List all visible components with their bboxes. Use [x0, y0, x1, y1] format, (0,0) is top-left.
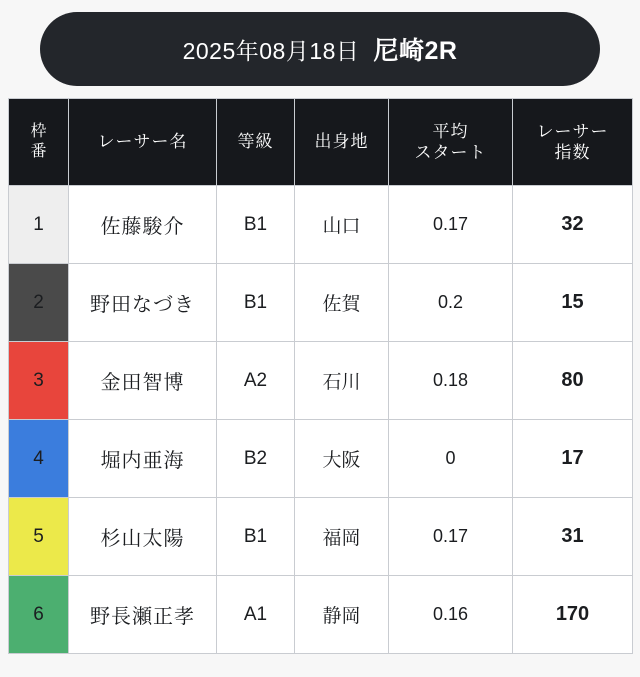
column-header-frame-line2: 番	[30, 143, 47, 160]
frame-number: 3	[9, 342, 69, 420]
racer-grade: A1	[217, 576, 295, 654]
racer-origin: 佐賀	[295, 264, 389, 342]
column-header-origin: 出身地	[295, 99, 389, 186]
racer-name: 金田智博	[69, 342, 217, 420]
table-row	[9, 576, 633, 654]
racer-name: 堀内亜海	[69, 420, 217, 498]
table-row	[9, 342, 633, 420]
column-header-grade: 等級	[217, 99, 295, 186]
column-header-average-start-line1: 平均	[432, 121, 469, 141]
average-start: 0.17	[389, 498, 513, 576]
table-row	[9, 420, 633, 498]
average-start: 0.18	[389, 342, 513, 420]
racer-name: 杉山太陽	[69, 498, 217, 576]
table-row	[9, 264, 633, 342]
frame-number: 4	[9, 420, 69, 498]
average-start: 0.17	[389, 186, 513, 264]
racer-name: 佐藤駿介	[69, 186, 217, 264]
race-date: 2025年08月18日	[182, 37, 360, 64]
column-header-racer-index	[513, 99, 633, 186]
racer-name: 野田なづき	[69, 264, 217, 342]
frame-number: 6	[9, 576, 69, 654]
racer-index: 170	[513, 576, 633, 654]
racer-index: 32	[513, 186, 633, 264]
average-start: 0.16	[389, 576, 513, 654]
column-header-racer-name: レーサー名	[69, 99, 217, 186]
racer-index: 31	[513, 498, 633, 576]
frame-number: 1	[9, 186, 69, 264]
table-header-row	[9, 99, 633, 186]
racer-table	[8, 98, 633, 654]
racer-table-container	[0, 98, 640, 654]
column-header-average-start	[389, 99, 513, 186]
racer-grade: A2	[217, 342, 295, 420]
column-header-frame	[9, 99, 69, 186]
column-header-racer-index-line1: レーサー	[536, 121, 609, 141]
racer-origin: 石川	[295, 342, 389, 420]
table-row	[9, 186, 633, 264]
racer-origin: 大阪	[295, 420, 389, 498]
average-start: 0	[389, 420, 513, 498]
column-header-average-start-line2: スタート	[414, 143, 487, 162]
table-header	[9, 99, 633, 186]
table-body	[9, 186, 633, 654]
racer-name: 野長瀬正孝	[69, 576, 217, 654]
racer-grade: B1	[217, 186, 295, 264]
racer-grade: B1	[217, 264, 295, 342]
frame-number: 2	[9, 264, 69, 342]
racer-grade: B2	[217, 420, 295, 498]
racer-grade: B1	[217, 498, 295, 576]
header-container	[0, 0, 640, 86]
column-header-frame-line1: 枠	[30, 123, 47, 140]
average-start: 0.2	[389, 264, 513, 342]
race-header-banner	[40, 12, 600, 86]
racer-origin: 静岡	[295, 576, 389, 654]
racer-origin: 福岡	[295, 498, 389, 576]
column-header-racer-index-line2: 指数	[554, 143, 591, 162]
race-title: 尼崎2R	[373, 37, 458, 65]
racer-index: 15	[513, 264, 633, 342]
table-row	[9, 498, 633, 576]
racer-index: 17	[513, 420, 633, 498]
frame-number: 5	[9, 498, 69, 576]
racer-index: 80	[513, 342, 633, 420]
racer-origin: 山口	[295, 186, 389, 264]
